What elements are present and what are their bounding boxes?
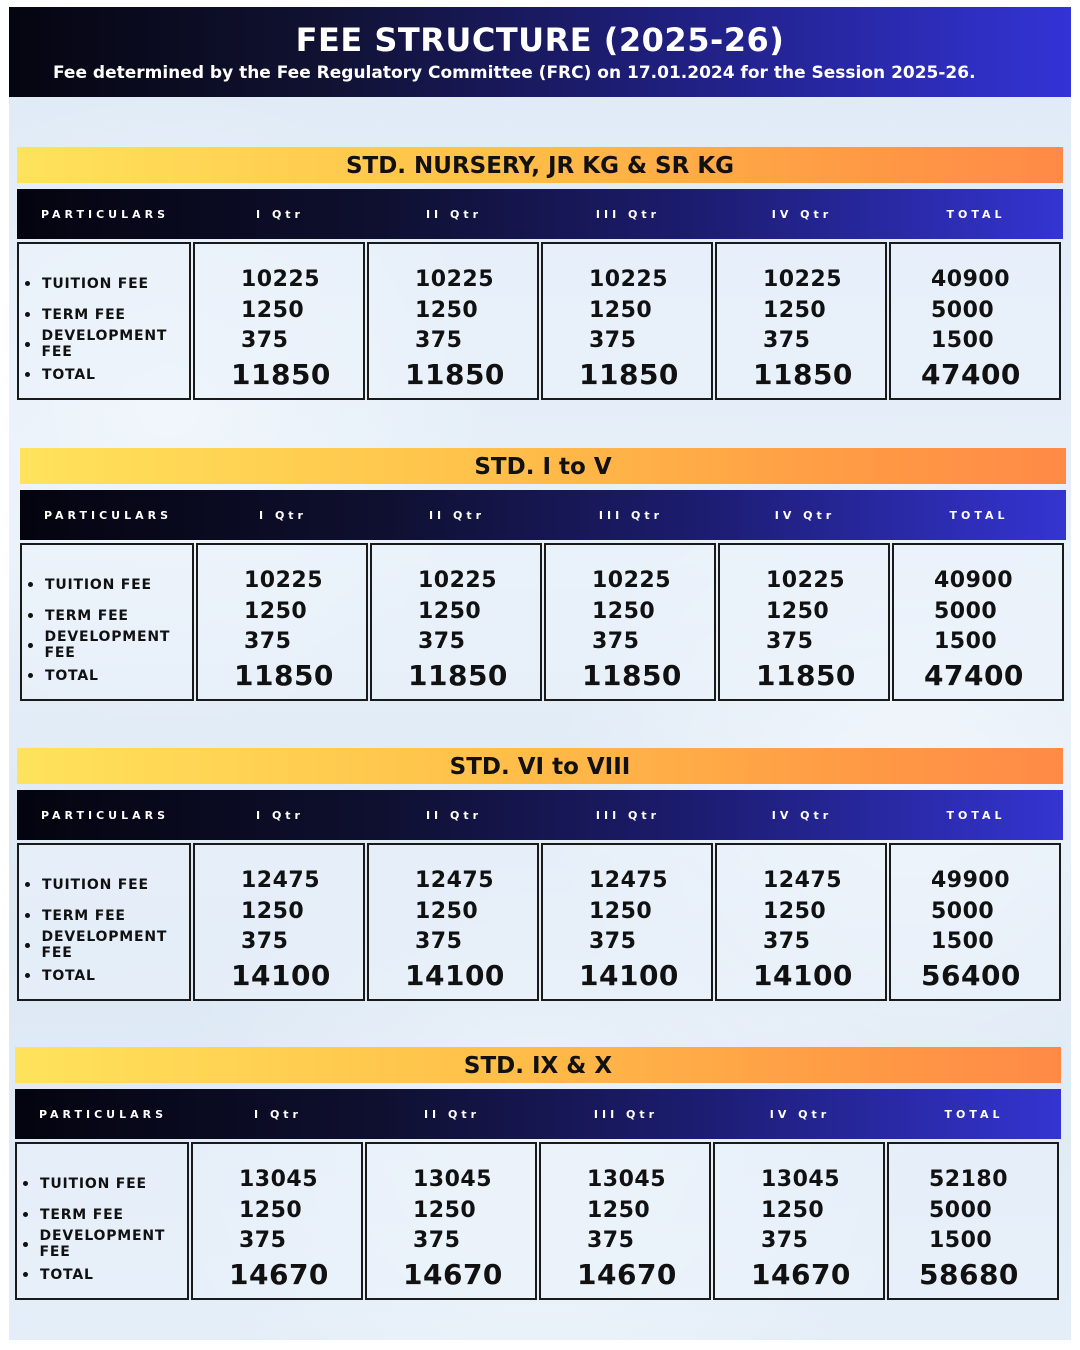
tuition-total: 40900	[931, 267, 1011, 292]
term-total: 5000	[929, 1198, 993, 1223]
term-value: 1250	[589, 899, 653, 924]
development-value: 375	[592, 629, 640, 654]
term-value: 1250	[761, 1198, 825, 1223]
term-value: 1250	[415, 298, 479, 323]
label-development-fee: DEVELOPMENT FEE	[23, 1230, 187, 1258]
grand-total: 58680	[919, 1258, 1019, 1291]
term-total: 5000	[931, 298, 995, 323]
tuition-total: 52180	[929, 1167, 1009, 1192]
q3-cell	[539, 1142, 711, 1300]
page-subtitle: Fee determined by the Fee Regulatory Committee (FRC) on 17.01.2024 for the Session 2025-26.	[53, 63, 976, 83]
q1-cell	[191, 1142, 363, 1300]
development-total: 1500	[931, 929, 995, 954]
development-value: 375	[589, 328, 637, 353]
total-value: 11850	[234, 659, 334, 692]
development-value: 375	[413, 1228, 461, 1253]
label-term-fee: TERM FEE	[25, 900, 189, 931]
tuition-value: 13045	[239, 1167, 319, 1192]
development-value: 375	[244, 629, 292, 654]
development-value: 375	[763, 929, 811, 954]
term-value: 1250	[415, 899, 479, 924]
total-value: 11850	[408, 659, 508, 692]
total-value: 11850	[405, 358, 505, 391]
label-development-fee: DEVELOPMENT FEE	[25, 330, 189, 358]
fee-section-nursery	[17, 147, 1063, 400]
section-title: STD. IX & X	[15, 1047, 1061, 1083]
total-value: 14100	[579, 959, 679, 992]
column-header-total: TOTAL	[946, 808, 1006, 822]
fee-section-std-6-8	[17, 748, 1063, 1001]
term-total: 5000	[934, 599, 998, 624]
table-header	[15, 1089, 1061, 1139]
tuition-value: 10225	[418, 568, 498, 593]
term-value: 1250	[763, 899, 827, 924]
label-tuition-fee: TUITION FEE	[25, 869, 189, 900]
total-value: 11850	[579, 358, 679, 391]
total-value: 14100	[231, 959, 331, 992]
column-header-q2: II Qtr	[425, 207, 483, 221]
total-value: 14100	[405, 959, 505, 992]
development-total: 1500	[934, 629, 998, 654]
tuition-value: 13045	[761, 1167, 841, 1192]
tuition-value: 12475	[763, 868, 843, 893]
column-header-particulars: PARTICULARS	[40, 808, 170, 822]
label-development-fee: DEVELOPMENT FEE	[28, 631, 192, 659]
column-header-q3: III Qtr	[598, 508, 664, 522]
table-body	[17, 843, 1063, 1001]
tuition-value: 12475	[241, 868, 321, 893]
tuition-value: 13045	[413, 1167, 493, 1192]
column-header-q2: II Qtr	[425, 808, 483, 822]
tuition-value: 10225	[592, 568, 672, 593]
column-header-q4: IV Qtr	[771, 207, 833, 221]
term-value: 1250	[592, 599, 656, 624]
total-value: 11850	[582, 659, 682, 692]
term-value: 1250	[239, 1198, 303, 1223]
q4-cell	[713, 1142, 885, 1300]
grand-total: 47400	[921, 358, 1021, 391]
section-title: STD. NURSERY, JR KG & SR KG	[17, 147, 1063, 183]
term-value: 1250	[418, 599, 482, 624]
tuition-value: 10225	[241, 267, 321, 292]
development-value: 375	[415, 929, 463, 954]
tuition-total: 40900	[934, 568, 1014, 593]
development-value: 375	[587, 1228, 635, 1253]
development-value: 375	[239, 1228, 287, 1253]
column-header-total: TOTAL	[946, 207, 1006, 221]
particulars-cell	[20, 543, 194, 701]
tuition-total: 49900	[931, 868, 1011, 893]
column-header-total: TOTAL	[944, 1107, 1004, 1121]
label-total: TOTAL	[28, 659, 192, 692]
label-tuition-fee: TUITION FEE	[25, 268, 189, 299]
label-total: TOTAL	[25, 358, 189, 391]
table-body	[15, 1142, 1061, 1300]
total-value: 14100	[753, 959, 853, 992]
total-value: 14670	[751, 1258, 851, 1291]
q4-cell	[715, 242, 887, 400]
tuition-value: 10225	[766, 568, 846, 593]
term-total: 5000	[931, 899, 995, 924]
column-header-q2: II Qtr	[428, 508, 486, 522]
label-tuition-fee: TUITION FEE	[23, 1168, 187, 1199]
table-header	[17, 790, 1063, 840]
total-value: 11850	[756, 659, 856, 692]
label-term-fee: TERM FEE	[28, 600, 192, 631]
development-value: 375	[766, 629, 814, 654]
term-value: 1250	[589, 298, 653, 323]
tuition-value: 12475	[589, 868, 669, 893]
q2-cell	[367, 242, 539, 400]
tuition-value: 10225	[589, 267, 669, 292]
grand-total: 56400	[921, 959, 1021, 992]
table-header	[20, 490, 1066, 540]
total-value: 11850	[753, 358, 853, 391]
term-value: 1250	[587, 1198, 651, 1223]
total-value: 11850	[231, 358, 331, 391]
q2-cell	[367, 843, 539, 1001]
development-value: 375	[241, 929, 289, 954]
q1-cell	[193, 242, 365, 400]
fee-structure-page	[9, 7, 1071, 1340]
particulars-cell	[17, 843, 191, 1001]
q2-cell	[365, 1142, 537, 1300]
total-value: 14670	[403, 1258, 503, 1291]
total-value: 14670	[229, 1258, 329, 1291]
fee-section-std-1-5	[20, 448, 1066, 701]
label-tuition-fee: TUITION FEE	[28, 569, 192, 600]
total-cell	[889, 242, 1061, 400]
column-header-particulars: PARTICULARS	[40, 207, 170, 221]
q3-cell	[541, 843, 713, 1001]
total-cell	[889, 843, 1061, 1001]
development-value: 375	[761, 1228, 809, 1253]
column-header-q1: I Qtr	[256, 808, 304, 822]
particulars-cell	[17, 242, 191, 400]
column-header-q3: III Qtr	[595, 207, 661, 221]
label-development-fee: DEVELOPMENT FEE	[25, 931, 189, 959]
section-title: STD. I to V	[20, 448, 1066, 484]
q4-cell	[715, 843, 887, 1001]
column-header-total: TOTAL	[949, 508, 1009, 522]
development-value: 375	[415, 328, 463, 353]
column-header-q3: III Qtr	[595, 808, 661, 822]
term-value: 1250	[763, 298, 827, 323]
section-title: STD. VI to VIII	[17, 748, 1063, 784]
term-value: 1250	[241, 298, 305, 323]
term-value: 1250	[766, 599, 830, 624]
term-value: 1250	[241, 899, 305, 924]
column-header-q4: IV Qtr	[774, 508, 836, 522]
q1-cell	[196, 543, 368, 701]
development-total: 1500	[929, 1228, 993, 1253]
table-body	[17, 242, 1063, 400]
table-body	[20, 543, 1066, 701]
column-header-q3: III Qtr	[593, 1107, 659, 1121]
label-total: TOTAL	[25, 959, 189, 992]
q4-cell	[718, 543, 890, 701]
q2-cell	[370, 543, 542, 701]
development-total: 1500	[931, 328, 995, 353]
column-header-q2: II Qtr	[423, 1107, 481, 1121]
column-header-particulars: PARTICULARS	[38, 1107, 168, 1121]
column-header-q1: I Qtr	[256, 207, 304, 221]
grand-total: 47400	[924, 659, 1024, 692]
tuition-value: 12475	[415, 868, 495, 893]
tuition-value: 10225	[415, 267, 495, 292]
label-term-fee: TERM FEE	[25, 299, 189, 330]
development-value: 375	[241, 328, 289, 353]
development-value: 375	[418, 629, 466, 654]
column-header-particulars: PARTICULARS	[43, 508, 173, 522]
development-value: 375	[763, 328, 811, 353]
table-header	[17, 189, 1063, 239]
total-value: 14670	[577, 1258, 677, 1291]
development-value: 375	[589, 929, 637, 954]
tuition-value: 10225	[763, 267, 843, 292]
term-value: 1250	[244, 599, 308, 624]
q1-cell	[193, 843, 365, 1001]
column-header-q4: IV Qtr	[771, 808, 833, 822]
q3-cell	[541, 242, 713, 400]
tuition-value: 10225	[244, 568, 324, 593]
page-title: FEE STRUCTURE (2025-26)	[295, 21, 785, 59]
total-cell	[892, 543, 1064, 701]
column-header-q1: I Qtr	[254, 1107, 302, 1121]
q3-cell	[544, 543, 716, 701]
label-term-fee: TERM FEE	[23, 1199, 187, 1230]
label-total: TOTAL	[23, 1258, 187, 1291]
tuition-value: 13045	[587, 1167, 667, 1192]
term-value: 1250	[413, 1198, 477, 1223]
fee-section-std-9-10	[15, 1047, 1061, 1300]
column-header-q1: I Qtr	[259, 508, 307, 522]
page-header	[9, 7, 1071, 97]
column-header-q4: IV Qtr	[769, 1107, 831, 1121]
particulars-cell	[15, 1142, 189, 1300]
total-cell	[887, 1142, 1059, 1300]
